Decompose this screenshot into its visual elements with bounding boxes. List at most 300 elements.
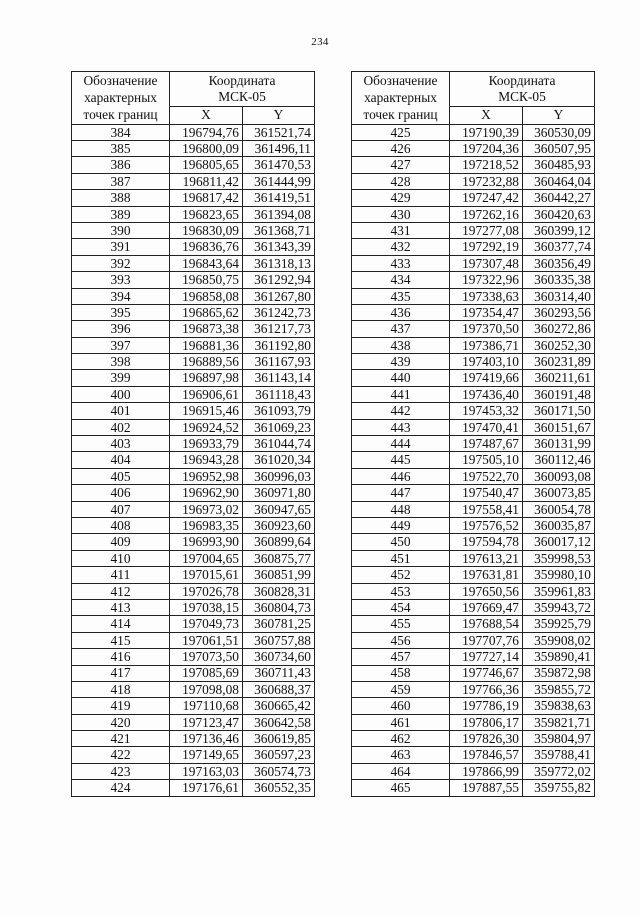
table-row [72, 419, 315, 435]
table-row [72, 599, 315, 615]
point-number: 396 [72, 321, 170, 337]
coord-x: 197262,16 [450, 206, 523, 222]
point-number: 463 [352, 747, 450, 763]
table-row [352, 354, 595, 370]
header-coordinate-line2: МСК-05 [218, 88, 266, 104]
coord-y: 360781,25 [243, 616, 315, 632]
coord-x: 197190,39 [450, 124, 523, 140]
point-number: 432 [352, 239, 450, 255]
table-row [72, 485, 315, 501]
coord-x: 196823,65 [170, 206, 243, 222]
header-designation-line2: характерных [364, 90, 437, 106]
point-number: 385 [72, 141, 170, 157]
table-row [72, 222, 315, 238]
coord-y: 360211,61 [523, 370, 595, 386]
table-row [72, 370, 315, 386]
coord-y: 359755,82 [523, 780, 595, 796]
coord-y: 360947,65 [243, 501, 315, 517]
table-row [352, 599, 595, 615]
point-number: 427 [352, 157, 450, 173]
point-number: 390 [72, 222, 170, 238]
table-row [352, 157, 595, 173]
point-number: 412 [72, 583, 170, 599]
coord-x: 197370,50 [450, 321, 523, 337]
header-x: X [450, 106, 523, 124]
header-designation [352, 72, 450, 125]
table-row [352, 124, 595, 140]
coord-x: 197403,10 [450, 354, 523, 370]
table-row [72, 157, 315, 173]
table-row [352, 452, 595, 468]
coord-y: 361044,74 [243, 436, 315, 452]
coord-x: 196858,08 [170, 288, 243, 304]
coord-x: 197576,52 [450, 517, 523, 533]
point-number: 450 [352, 534, 450, 550]
table-row [352, 403, 595, 419]
coord-x: 197292,19 [450, 239, 523, 255]
coord-y: 361394,08 [243, 206, 315, 222]
point-number: 464 [352, 763, 450, 779]
coord-y: 360017,12 [523, 534, 595, 550]
table-row [72, 452, 315, 468]
coord-x: 197558,41 [450, 501, 523, 517]
point-number: 456 [352, 632, 450, 648]
coord-y: 360804,73 [243, 599, 315, 615]
coord-x: 197613,21 [450, 550, 523, 566]
coord-x: 197277,08 [450, 222, 523, 238]
point-number: 459 [352, 681, 450, 697]
point-number: 388 [72, 190, 170, 206]
coord-y: 361444,99 [243, 173, 315, 189]
coord-x: 197505,10 [450, 452, 523, 468]
coord-y: 360464,04 [523, 173, 595, 189]
coord-x: 197004,65 [170, 550, 243, 566]
coord-y: 360899,64 [243, 534, 315, 550]
coord-y: 360665,42 [243, 698, 315, 714]
coord-y: 360574,73 [243, 763, 315, 779]
table-row [72, 272, 315, 288]
coord-x: 197746,67 [450, 665, 523, 681]
coord-x: 197110,68 [170, 698, 243, 714]
point-number: 414 [72, 616, 170, 632]
coord-y: 360971,80 [243, 485, 315, 501]
header-designation-line3: точек границ [83, 107, 158, 123]
coord-x: 196962,90 [170, 485, 243, 501]
coord-y: 360734,60 [243, 649, 315, 665]
point-number: 454 [352, 599, 450, 615]
table-row [352, 436, 595, 452]
point-number: 406 [72, 485, 170, 501]
point-number: 457 [352, 649, 450, 665]
table-row [72, 616, 315, 632]
point-number: 393 [72, 272, 170, 288]
point-number: 451 [352, 550, 450, 566]
table-row [352, 550, 595, 566]
coord-y: 360272,86 [523, 321, 595, 337]
point-number: 465 [352, 780, 450, 796]
table-row [352, 386, 595, 402]
coord-x: 196906,61 [170, 386, 243, 402]
coord-x: 196805,65 [170, 157, 243, 173]
header-coordinate-line1: Координата [488, 72, 556, 88]
table-row [72, 681, 315, 697]
table-row [72, 698, 315, 714]
coord-x: 196993,90 [170, 534, 243, 550]
coord-y: 361521,74 [243, 124, 315, 140]
coord-y: 359925,79 [523, 616, 595, 632]
point-number: 428 [352, 173, 450, 189]
table-row [352, 141, 595, 157]
table-row [352, 649, 595, 665]
table-row [72, 731, 315, 747]
coord-x: 197866,99 [450, 763, 523, 779]
coord-y: 360642,58 [243, 714, 315, 730]
table-row [352, 780, 595, 796]
table-row [352, 714, 595, 730]
coord-x: 197163,03 [170, 763, 243, 779]
coord-y: 359908,02 [523, 632, 595, 648]
coord-y: 359980,10 [523, 567, 595, 583]
coord-x: 197522,70 [450, 468, 523, 484]
table-row [72, 190, 315, 206]
coord-y: 360996,03 [243, 468, 315, 484]
point-number: 407 [72, 501, 170, 517]
coord-x: 197322,96 [450, 272, 523, 288]
table-row [352, 206, 595, 222]
point-number: 394 [72, 288, 170, 304]
coord-x: 197540,47 [450, 485, 523, 501]
point-number: 424 [72, 780, 170, 796]
point-number: 391 [72, 239, 170, 255]
coord-y: 360054,78 [523, 501, 595, 517]
coord-x: 196943,28 [170, 452, 243, 468]
coord-x: 197149,65 [170, 747, 243, 763]
coord-y: 359998,53 [523, 550, 595, 566]
coord-x: 196889,56 [170, 354, 243, 370]
coord-x: 197204,36 [450, 141, 523, 157]
header-designation-line2: характерных [84, 90, 157, 106]
coord-x: 197786,19 [450, 698, 523, 714]
coord-x: 197049,73 [170, 616, 243, 632]
point-number: 429 [352, 190, 450, 206]
point-number: 401 [72, 403, 170, 419]
coord-y: 359872,98 [523, 665, 595, 681]
coord-x: 197631,81 [450, 567, 523, 583]
coord-x: 196881,36 [170, 337, 243, 353]
coord-x: 196873,38 [170, 321, 243, 337]
coord-y: 360597,23 [243, 747, 315, 763]
coord-y: 360399,12 [523, 222, 595, 238]
coord-x: 197085,69 [170, 665, 243, 681]
header-x: X [170, 106, 243, 124]
point-number: 439 [352, 354, 450, 370]
header-designation-line1: Обозначение [83, 73, 158, 88]
table-row [72, 550, 315, 566]
point-number: 416 [72, 649, 170, 665]
coord-y: 359855,72 [523, 681, 595, 697]
coordinates-table-left [71, 71, 315, 797]
point-number: 410 [72, 550, 170, 566]
coord-x: 197487,67 [450, 436, 523, 452]
table-row [72, 747, 315, 763]
table-row [352, 272, 595, 288]
coord-x: 197846,57 [450, 747, 523, 763]
page-number: 234 [311, 36, 329, 48]
coord-y: 360112,46 [523, 452, 595, 468]
coord-y: 360293,56 [523, 304, 595, 320]
point-number: 420 [72, 714, 170, 730]
point-number: 441 [352, 386, 450, 402]
table-body-left [72, 124, 315, 796]
coord-x: 197826,30 [450, 731, 523, 747]
coord-y: 360442,27 [523, 190, 595, 206]
table-row [352, 632, 595, 648]
table-row [352, 665, 595, 681]
coord-y: 361020,34 [243, 452, 315, 468]
table-row [352, 337, 595, 353]
coord-x: 197669,47 [450, 599, 523, 615]
coord-y: 361242,73 [243, 304, 315, 320]
point-number: 408 [72, 517, 170, 533]
table-row [352, 534, 595, 550]
table-row [72, 501, 315, 517]
coord-y: 361267,80 [243, 288, 315, 304]
coord-y: 360335,38 [523, 272, 595, 288]
point-number: 461 [352, 714, 450, 730]
table-row [352, 190, 595, 206]
coord-y: 360252,30 [523, 337, 595, 353]
table-row [72, 386, 315, 402]
point-number: 447 [352, 485, 450, 501]
coord-x: 196850,75 [170, 272, 243, 288]
point-number: 411 [72, 567, 170, 583]
point-number: 435 [352, 288, 450, 304]
table-row [72, 124, 315, 140]
coord-y: 359772,02 [523, 763, 595, 779]
coord-y: 360485,93 [523, 157, 595, 173]
point-number: 443 [352, 419, 450, 435]
table-row [72, 239, 315, 255]
table-row [352, 370, 595, 386]
point-number: 460 [352, 698, 450, 714]
coord-x: 197887,55 [450, 780, 523, 796]
coord-y: 359788,41 [523, 747, 595, 763]
table-row [72, 403, 315, 419]
coord-x: 197806,17 [450, 714, 523, 730]
coord-x: 197419,66 [450, 370, 523, 386]
point-number: 422 [72, 747, 170, 763]
point-number: 397 [72, 337, 170, 353]
coord-x: 197098,08 [170, 681, 243, 697]
coord-y: 360688,37 [243, 681, 315, 697]
coord-x: 196843,64 [170, 255, 243, 271]
coord-x: 197338,63 [450, 288, 523, 304]
coord-x: 197073,50 [170, 649, 243, 665]
table-row [72, 649, 315, 665]
table-row [72, 436, 315, 452]
coord-x: 197354,47 [450, 304, 523, 320]
table-row [72, 517, 315, 533]
table-row [72, 534, 315, 550]
table-row [352, 763, 595, 779]
header-designation-line1: Обозначение [363, 73, 438, 88]
point-number: 445 [352, 452, 450, 468]
point-number: 444 [352, 436, 450, 452]
coord-y: 361192,80 [243, 337, 315, 353]
point-number: 405 [72, 468, 170, 484]
point-number: 395 [72, 304, 170, 320]
table-row [352, 517, 595, 533]
coord-y: 360851,99 [243, 567, 315, 583]
coord-x: 197707,76 [450, 632, 523, 648]
table-row [72, 206, 315, 222]
point-number: 423 [72, 763, 170, 779]
coord-x: 196817,42 [170, 190, 243, 206]
coord-y: 359838,63 [523, 698, 595, 714]
coord-x: 197232,88 [450, 173, 523, 189]
table-row [352, 583, 595, 599]
coord-x: 197061,51 [170, 632, 243, 648]
coord-x: 197766,36 [450, 681, 523, 697]
coord-y: 359804,97 [523, 731, 595, 747]
table-row [352, 288, 595, 304]
coord-x: 196952,98 [170, 468, 243, 484]
point-number: 421 [72, 731, 170, 747]
coord-y: 361069,23 [243, 419, 315, 435]
header-coordinate-line2: МСК-05 [498, 88, 546, 104]
coord-y: 360356,49 [523, 255, 595, 271]
coord-y: 361419,51 [243, 190, 315, 206]
point-number: 415 [72, 632, 170, 648]
coord-x: 197307,48 [450, 255, 523, 271]
coord-y: 360828,31 [243, 583, 315, 599]
table-body-right [352, 124, 595, 796]
table-row [72, 714, 315, 730]
table-row [352, 255, 595, 271]
coord-x: 197727,14 [450, 649, 523, 665]
coord-y: 360420,63 [523, 206, 595, 222]
point-number: 403 [72, 436, 170, 452]
coord-y: 361470,53 [243, 157, 315, 173]
point-number: 418 [72, 681, 170, 697]
coord-x: 197650,56 [450, 583, 523, 599]
header-coordinate [170, 72, 315, 107]
coord-y: 360314,40 [523, 288, 595, 304]
coordinates-table-right [351, 71, 595, 797]
coord-y: 360093,08 [523, 468, 595, 484]
coord-y: 361292,94 [243, 272, 315, 288]
coord-y: 359821,71 [523, 714, 595, 730]
table-row [352, 567, 595, 583]
table-row [72, 354, 315, 370]
coord-y: 360073,85 [523, 485, 595, 501]
point-number: 409 [72, 534, 170, 550]
coord-y: 361496,11 [243, 141, 315, 157]
header-coordinate [450, 72, 595, 107]
table-row [72, 288, 315, 304]
table-row [352, 616, 595, 632]
point-number: 404 [72, 452, 170, 468]
coord-y: 360377,74 [523, 239, 595, 255]
coord-y: 361093,79 [243, 403, 315, 419]
coord-x: 197136,46 [170, 731, 243, 747]
point-number: 389 [72, 206, 170, 222]
coord-y: 359890,41 [523, 649, 595, 665]
coord-x: 196915,46 [170, 403, 243, 419]
point-number: 448 [352, 501, 450, 517]
point-number: 431 [352, 222, 450, 238]
point-number: 442 [352, 403, 450, 419]
point-number: 453 [352, 583, 450, 599]
table-row [352, 173, 595, 189]
coord-x: 196924,52 [170, 419, 243, 435]
table-row [352, 419, 595, 435]
point-number: 386 [72, 157, 170, 173]
point-number: 384 [72, 124, 170, 140]
coord-x: 197176,61 [170, 780, 243, 796]
coord-y: 360619,85 [243, 731, 315, 747]
coord-y: 360231,89 [523, 354, 595, 370]
table-row [72, 255, 315, 271]
header-coordinate-line1: Координата [208, 72, 276, 88]
coord-y: 360552,35 [243, 780, 315, 796]
point-number: 437 [352, 321, 450, 337]
table-row [352, 681, 595, 697]
coord-x: 196933,79 [170, 436, 243, 452]
coord-y: 360923,60 [243, 517, 315, 533]
point-number: 438 [352, 337, 450, 353]
coord-x: 196836,76 [170, 239, 243, 255]
coord-y: 359943,72 [523, 599, 595, 615]
coord-x: 196973,02 [170, 501, 243, 517]
point-number: 425 [352, 124, 450, 140]
point-number: 417 [72, 665, 170, 681]
coord-y: 360131,99 [523, 436, 595, 452]
table-row [352, 485, 595, 501]
coord-y: 361343,39 [243, 239, 315, 255]
coord-y: 361118,43 [243, 386, 315, 402]
point-number: 402 [72, 419, 170, 435]
coord-y: 360035,87 [523, 517, 595, 533]
coord-y: 360711,43 [243, 665, 315, 681]
coord-y: 360151,67 [523, 419, 595, 435]
coord-y: 360875,77 [243, 550, 315, 566]
coord-x: 197247,42 [450, 190, 523, 206]
point-number: 462 [352, 731, 450, 747]
point-number: 413 [72, 599, 170, 615]
table-row [352, 698, 595, 714]
table-row [352, 239, 595, 255]
coord-y: 361143,14 [243, 370, 315, 386]
coord-y: 360530,09 [523, 124, 595, 140]
point-number: 430 [352, 206, 450, 222]
point-number: 387 [72, 173, 170, 189]
table-row [72, 763, 315, 779]
point-number: 433 [352, 255, 450, 271]
table-row [72, 583, 315, 599]
table-row [72, 173, 315, 189]
header-y: Y [243, 106, 315, 124]
coord-y: 361217,73 [243, 321, 315, 337]
table-row [352, 222, 595, 238]
table-row [352, 731, 595, 747]
coord-x: 197453,32 [450, 403, 523, 419]
table-row [72, 468, 315, 484]
table-row [352, 468, 595, 484]
coord-x: 197688,54 [450, 616, 523, 632]
coord-x: 197123,47 [170, 714, 243, 730]
coord-y: 359961,83 [523, 583, 595, 599]
